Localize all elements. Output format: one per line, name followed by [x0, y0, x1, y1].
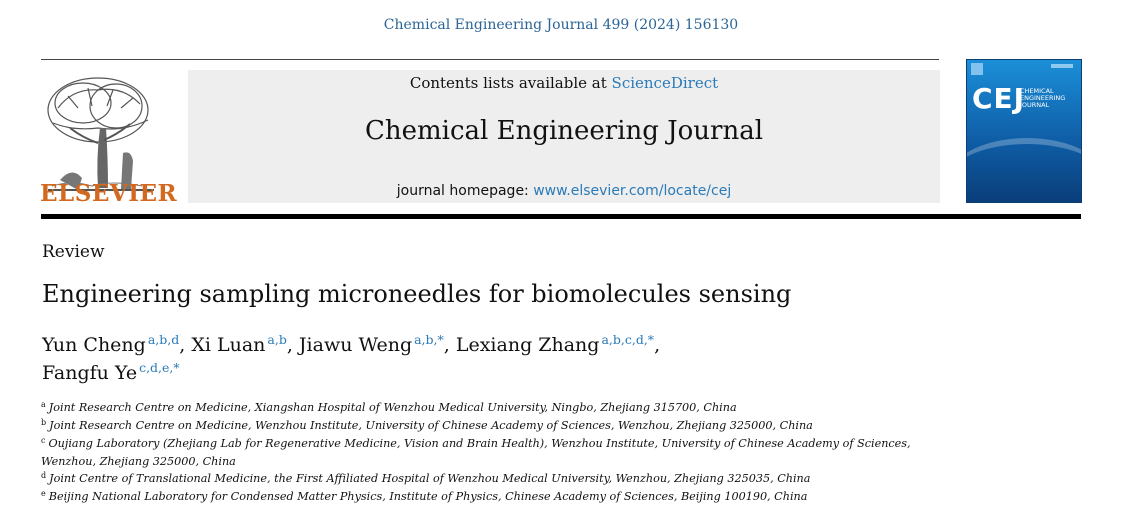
journal-title: Chemical Engineering Journal	[364, 116, 764, 146]
author-affiliation-marks[interactable]: a,b,d	[147, 332, 180, 347]
affiliation-text: Joint Research Centre on Medicine, Xiangshan Hospital of Wenzhou Medical University, Ningbo, Zhejiang 315700, China	[48, 401, 737, 414]
author-affiliation-marks[interactable]: c,d,e,*	[139, 360, 180, 375]
homepage-line	[188, 183, 940, 199]
affiliation-mark: c	[41, 436, 46, 445]
author-name[interactable]: Fangfu Ye	[42, 362, 138, 384]
author-affiliation-marks[interactable]: a,b,c,d,*	[601, 332, 655, 347]
article-title: Engineering sampling microneedles for biomolecules sensing	[42, 280, 792, 308]
author-name[interactable]: Xi Luan	[191, 334, 266, 356]
author-name[interactable]: Lexiang Zhang	[455, 334, 600, 356]
author-separator: ,	[179, 334, 192, 356]
affiliation-mark: d	[41, 471, 47, 480]
affiliation-text: Beijing National Laboratory for Condensed Matter Physics, Institute of Physics, Chinese Academy of Sciences, Beijing 100190, China	[48, 490, 808, 503]
affiliation-text: Joint Research Centre on Medicine, Wenzhou Institute, University of Chinese Academy of Sciences, Wenzhou, Zhejiang 325000, China	[49, 419, 813, 432]
affiliation-text: Joint Centre of Translational Medicine, the First Affiliated Hospital of Wenzhou Medical University, Wenzhou, Zhejiang 325035, China	[49, 472, 811, 485]
cover-name-line: JOURNAL	[1020, 101, 1050, 109]
journal-citation[interactable]: Chemical Engineering Journal 499 (2024) 156130	[383, 17, 739, 33]
author-separator: ,	[443, 334, 456, 356]
affiliation-item	[41, 417, 941, 435]
cover-name-line: ENGINEERING	[1020, 94, 1066, 102]
journal-masthead	[188, 70, 940, 203]
affiliation-mark: a	[41, 400, 46, 409]
cover-journal-name	[1020, 88, 1065, 109]
affiliation-item	[41, 399, 941, 417]
author-affiliation-marks[interactable]: a,b	[267, 332, 287, 347]
affiliation-item	[41, 470, 941, 488]
contents-line	[188, 74, 940, 92]
sciencedirect-link[interactable]: ScienceDirect	[611, 74, 719, 92]
cover-publisher-mark-icon	[971, 63, 983, 75]
contents-prefix: Contents lists available at	[409, 74, 612, 92]
publisher-name[interactable]: ELSEVIER	[40, 180, 178, 207]
author-name[interactable]: Yun Cheng	[42, 334, 146, 356]
author-name[interactable]: Jiawu Weng	[298, 334, 413, 356]
affiliation-mark: b	[41, 418, 47, 427]
cover-wave-graphic	[966, 138, 1082, 203]
affiliation-mark: e	[41, 489, 46, 498]
affiliation-item	[41, 488, 941, 506]
affiliation-text: Oujiang Laboratory (Zhejiang Lab for Regenerative Medicine, Vision and Brain Health), Wenzhou Institute, University of Chinese Academy of Sciences, Wenzhou, Zhejiang 325000, China	[41, 437, 911, 468]
cover-abbreviation: CEJ	[972, 82, 1026, 115]
cover-name-line: CHEMICAL	[1020, 87, 1054, 95]
author-separator: ,	[286, 334, 299, 356]
top-divider	[41, 59, 939, 60]
affiliation-list	[41, 399, 941, 506]
author-list	[42, 332, 1042, 388]
homepage-link[interactable]: www.elsevier.com/locate/cej	[533, 183, 732, 199]
homepage-prefix: journal homepage:	[396, 183, 534, 199]
affiliation-item	[41, 435, 941, 470]
header-divider	[41, 214, 1081, 219]
author-separator: ,	[654, 334, 661, 356]
article-type: Review	[42, 242, 105, 262]
journal-cover-thumbnail[interactable]	[966, 59, 1082, 203]
author-affiliation-marks[interactable]: a,b,*	[414, 332, 444, 347]
cover-issn-mark	[1051, 64, 1073, 68]
